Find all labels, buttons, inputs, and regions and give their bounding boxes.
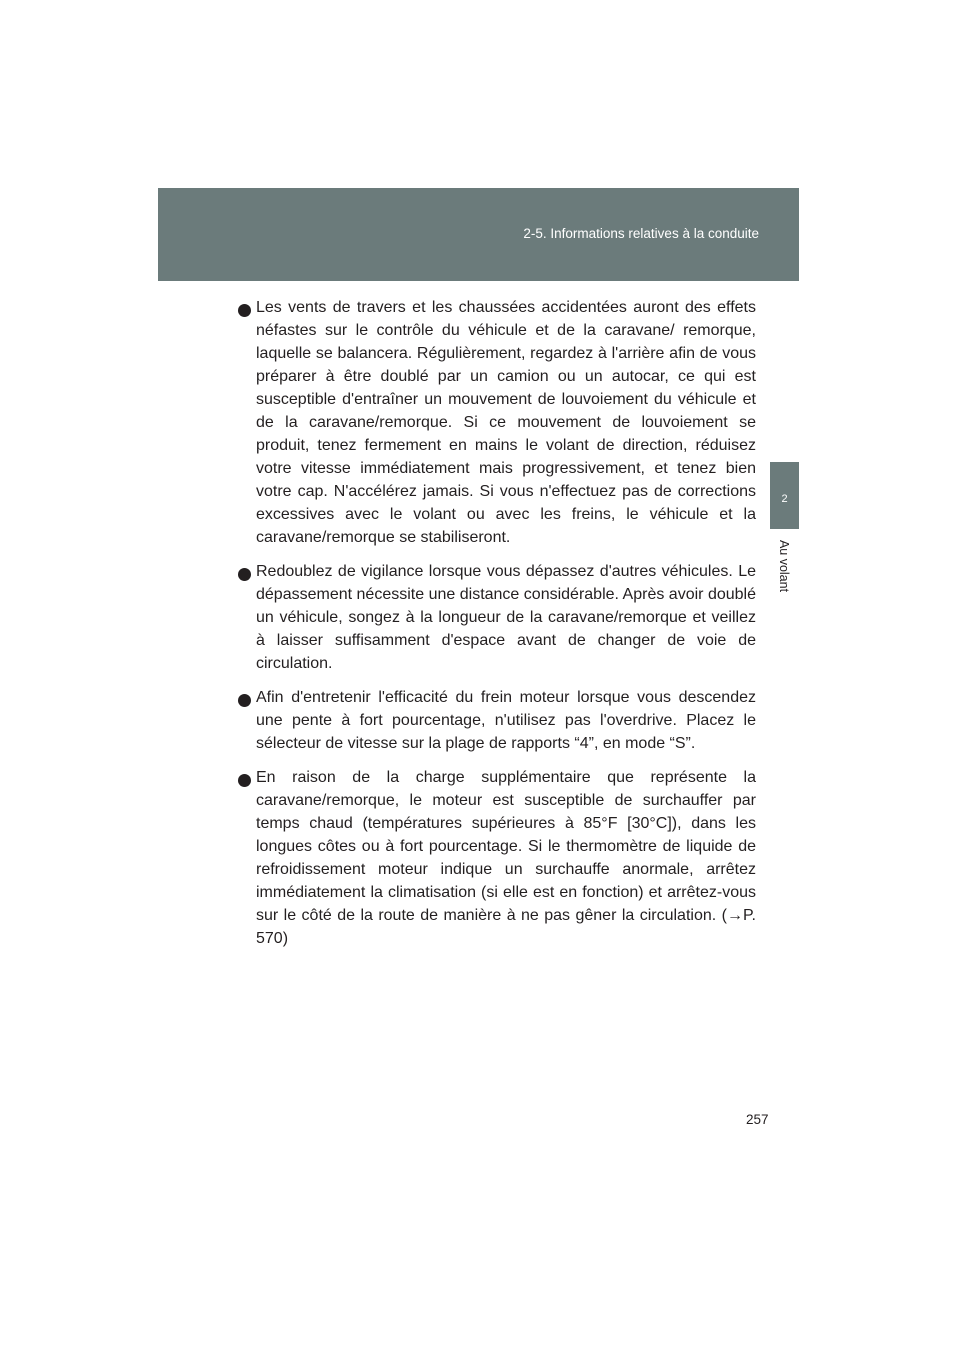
paragraph-text: Afin d'entretenir l'efficacité du frein moteur lorsque vous descendez une pente à fort pourcentage, n'utilisez pas l'overdrive. Placez le sélecteur de vitesse sur la plage de rapports “4”, en mode “S”. [256,689,756,752]
page-number: 257 [746,1112,769,1127]
bullet-icon [238,568,251,581]
section-header-band [158,188,799,281]
bullet-icon [238,304,251,317]
chapter-tab [770,462,799,529]
list-item [238,560,756,675]
paragraph-text: Les vents de travers et les chaussées accidentées auront des effets néfastes sur le contrôle du véhicule et de la caravane/ remorque, laquelle se balancera. Régulièrement, regardez à l'arrière afin de vous préparer à être doublé par un camion ou un autocar, ce qui est susceptible d'entraîner un mouvement de louvoiement du véhicule et de la caravane/remorque. Si ce mouvement de louvoiement se produit, tenez fermement en mains le volant de direction, réduisez votre vitesse immédiatement mais progressivement, et tenez bien votre cap. N'accélérez jamais. Si vous n'effectuez pas de corrections excessives avec le volant ou avec les freins, le véhicule et la caravane/remorque se stabiliseront. [256,299,756,546]
section-title: 2-5. Informations relatives à la conduite [523,226,759,241]
list-item [238,766,756,950]
paragraph-text: En raison de la charge supplémentaire que représente la caravane/remorque, le moteur est susceptible de surchauffer par temps chaud (températures supérieures à 85°F [30°C]), dans les longues côtes ou à fort pourcentage. Si le thermomètre de liquide de refroidissement moteur indique un surchauffe anormale, arrêtez immédiatement la climatisation (si elle est en fonction) et arrêtez-vous sur le côté de la route de manière à ne pas gêner la circulation. (→P. 570) [256,769,756,947]
chapter-label: Au volant [777,539,791,593]
bullet-icon [238,694,251,707]
paragraph-text: Redoublez de vigilance lorsque vous dépassez d'autres véhicules. Le dépassement nécessite une distance considérable. Après avoir doublé un véhicule, songez à la longueur de la caravane/remorque et veillez à laisser suffisamment d'espace avant de changer de voie de circulation. [256,563,756,672]
chapter-number: 2 [781,493,788,505]
main-content [238,296,756,961]
bullet-icon [238,774,251,787]
list-item [238,296,756,549]
list-item [238,686,756,755]
